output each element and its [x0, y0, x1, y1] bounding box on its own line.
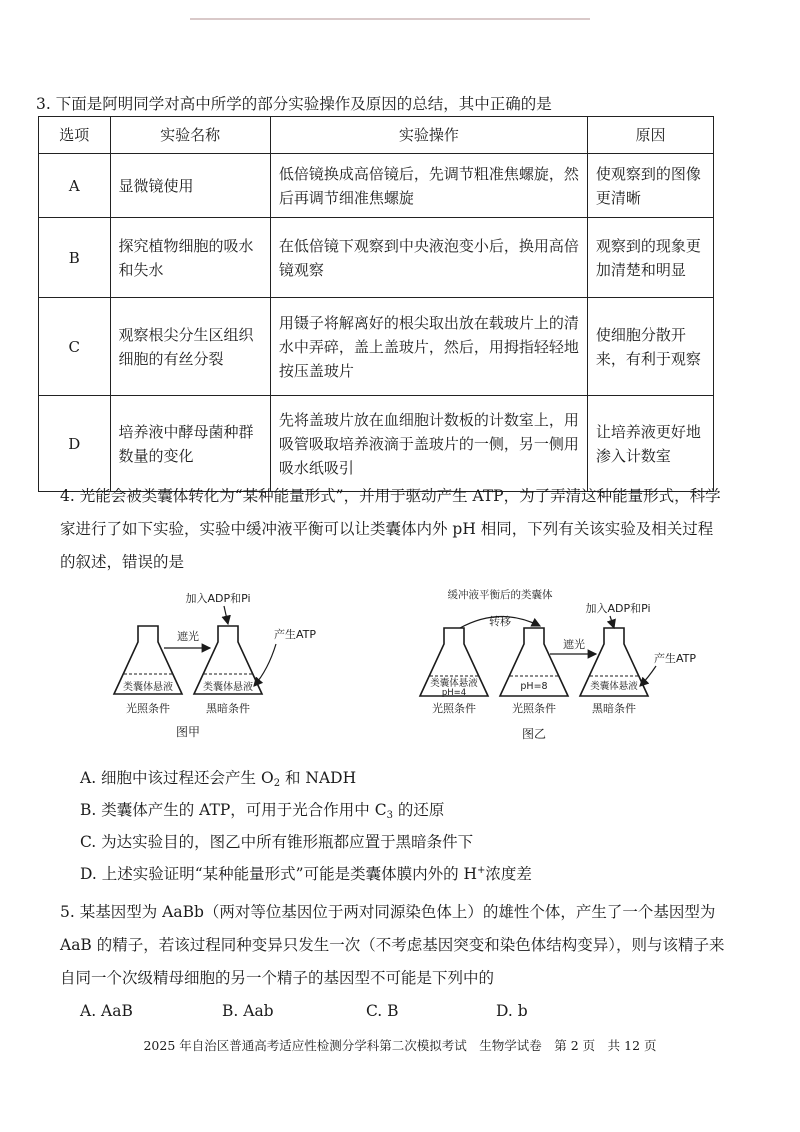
q4-option-b-text: B. 类囊体产生的 ATP，可用于光合作用中 C [80, 801, 387, 819]
q4-option-a-sub: 2 [273, 778, 281, 789]
arrow-add-a [224, 606, 228, 624]
q4-option-c: C. 为达实验目的，图乙中所有锥形瓶都应置于黑暗条件下 [80, 833, 474, 851]
ph-label-b2: pH=8 [520, 681, 548, 692]
arrow-add-b [610, 616, 614, 628]
q4-option-d-tail: 浓度差 [485, 865, 532, 883]
figure-a [100, 590, 350, 740]
row-name: 探究植物细胞的吸水和失水 [110, 218, 270, 298]
question-5-stem: 5. 某基因型为 AaBb（两对等位基因位于两对同源染色体上）的雄性个体，产生了一个基因型为 AaB 的精子，若该过程同种变异只发生一次（不考虑基因突变和染色体结构变异），则与该精子来自同一个次级精母细胞的另一个精子的基因型不可能是下列中的 [60, 903, 725, 987]
top-scan-line [190, 18, 590, 20]
condition-a2: 黑暗条件 [206, 702, 250, 715]
condition-b1: 光照条件 [432, 702, 476, 715]
q5-choice-c: C. B [366, 1002, 399, 1020]
figure-b [410, 582, 710, 742]
row-reason: 观察到的现象更加清楚和明显 [587, 218, 713, 298]
shade-label-a: 遮光 [177, 630, 199, 643]
experiment-table [38, 116, 714, 492]
row-reason: 让培养液更好地渗入计数室 [587, 396, 713, 492]
row-operation: 在低倍镜下观察到中央液泡变小后，换用高倍镜观察 [270, 218, 587, 298]
q4-option-a-tail: 和 NADH [280, 769, 357, 787]
q5-choice-b: B. Aab [222, 1002, 274, 1020]
condition-b3: 黑暗条件 [592, 702, 636, 715]
arrow-produce-b [640, 666, 656, 686]
row-reason: 使细胞分散开来，有利于观察 [587, 298, 713, 396]
arrow-produce-a [254, 644, 276, 686]
header-option: 选项 [39, 117, 111, 154]
q5-choice-a: A. AaB [80, 1002, 133, 1020]
row-option: A [39, 154, 111, 218]
shade-label-b: 遮光 [563, 638, 585, 651]
table-header-row [39, 117, 714, 154]
condition-a1: 光照条件 [126, 702, 170, 715]
q4-option-d [80, 862, 532, 884]
row-name: 观察根尖分生区组织细胞的有丝分裂 [110, 298, 270, 396]
transfer-label-b: 转移 [489, 615, 511, 628]
row-option: D [39, 396, 111, 492]
q4-option-a-text: A. 细胞中该过程还会产生 O [80, 769, 274, 787]
q4-option-b-tail: 的还原 [392, 801, 445, 819]
q5-choice-d: D. b [496, 1002, 528, 1020]
produce-label-b: 产生ATP [654, 652, 697, 665]
row-operation: 先将盖玻片放在血细胞计数板的计数室上，用吸管吸取培养液滴于盖玻片的一侧，另一侧用吸水纸吸引 [270, 396, 587, 492]
row-reason: 使观察到的图像更清晰 [587, 154, 713, 218]
table-row [39, 218, 714, 298]
suspension-label-b3: 类囊体悬液 [590, 681, 638, 692]
row-operation: 用镊子将解离好的根尖取出放在载玻片上的清水中弄碎，盖上盖玻片，然后，用拇指轻轻地按压盖玻片 [270, 298, 587, 396]
table-row [39, 298, 714, 396]
produce-label-a: 产生ATP [274, 628, 317, 641]
suspension-label-a1: 类囊体悬液 [123, 682, 173, 693]
q4-option-b-sub: 3 [386, 810, 393, 821]
header-operation: 实验操作 [270, 117, 587, 154]
ph-label-b1: pH=4 [441, 688, 467, 698]
q4-option-d-text: D. 上述实验证明“某种能量形式”可能是类囊体膜内外的 H [80, 865, 478, 883]
question-3-stem: 3. 下面是阿明同学对高中所学的部分实验操作及原因的总结，其中正确的是 [36, 95, 552, 113]
table-row [39, 396, 714, 492]
row-name: 显微镜使用 [110, 154, 270, 218]
row-option: B [39, 218, 111, 298]
caption-b: 图乙 [521, 727, 547, 741]
question-4-stem: 4. 光能会被类囊体转化为“某种能量形式”，并用于驱动产生 ATP，为了弄清这种能量形式，科学家进行了如下实验，实验中缓冲液平衡可以让类囊体内外 pH 相同，下列有关该实验及相关过程的叙述，错误的是 [60, 487, 721, 571]
caption-a: 图甲 [175, 725, 201, 739]
suspension-label-a2: 类囊体悬液 [203, 682, 253, 693]
q4-option-d-sup: + [477, 865, 486, 876]
suspension-label-b1: 类囊体悬液 [430, 678, 478, 689]
row-option: C [39, 298, 111, 396]
row-name: 培养液中酵母菌种群数量的变化 [110, 396, 270, 492]
add-label-a: 加入ADP和Pi [185, 592, 251, 605]
table-row [39, 154, 714, 218]
buffer-label-b: 缓冲液平衡后的类囊体 [447, 589, 553, 601]
condition-b2: 光照条件 [512, 702, 556, 715]
add-label-b: 加入ADP和Pi [585, 602, 651, 615]
header-name: 实验名称 [110, 117, 270, 154]
page-footer: 2025 年自治区普通高考适应性检测分学科第二次模拟考试 生物学试卷 第 2 页 共 12 页 [143, 1038, 657, 1053]
header-reason: 原因 [587, 117, 713, 154]
q4-option-b [80, 798, 444, 821]
row-operation: 低倍镜换成高倍镜后，先调节粗准焦螺旋，然后再调节细准焦螺旋 [270, 154, 587, 218]
q4-option-a [80, 766, 356, 789]
